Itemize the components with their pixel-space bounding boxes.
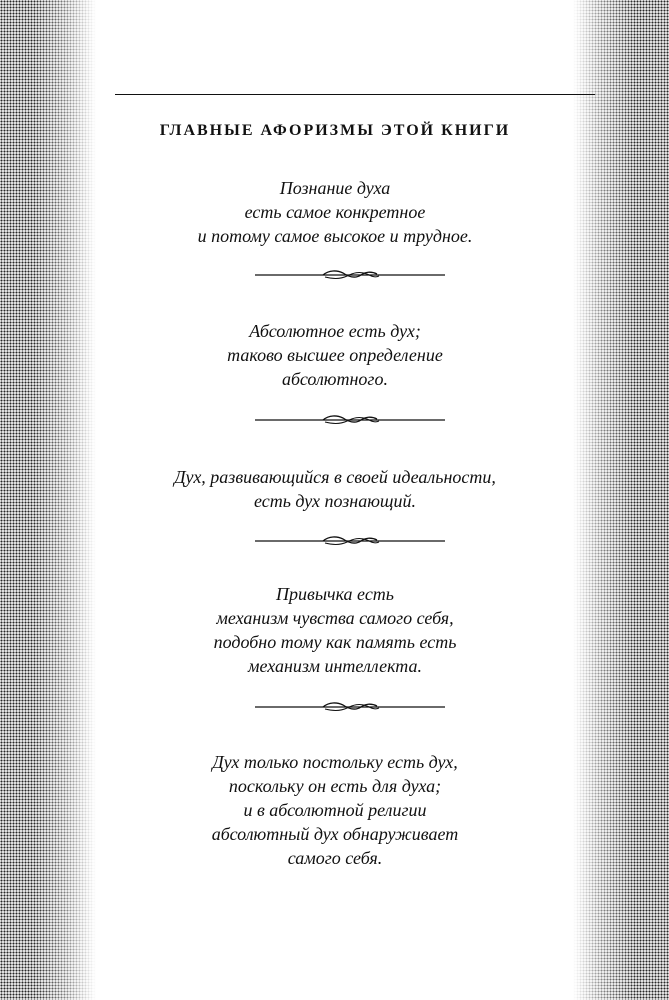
aphorism-4 <box>115 582 555 678</box>
aphorism-line: механизм чувства самого себя, <box>216 608 454 628</box>
aphorism-1 <box>115 176 555 248</box>
top-rule <box>115 94 595 95</box>
aphorism-2 <box>115 319 555 391</box>
aphorism-line: и в абсолютной религии <box>243 800 427 820</box>
aphorism-line: абсолютный дух обнаруживает <box>211 824 459 844</box>
halftone-border-right <box>573 0 669 1000</box>
aphorism-line: таково высшее определение <box>227 345 443 365</box>
aphorism-line: есть самое конкретное <box>244 202 426 222</box>
aphorism-line: механизм интеллекта. <box>248 656 422 676</box>
aphorism-line: Дух только постольку есть дух, <box>212 752 458 772</box>
scroll-flourish-divider-icon <box>255 268 445 282</box>
aphorism-line: подобно тому как память есть <box>213 632 457 652</box>
aphorism-line: поскольку он есть для духа; <box>228 776 442 796</box>
aphorism-line: самого себя. <box>287 848 383 868</box>
aphorism-5 <box>115 750 555 870</box>
aphorism-line: Дух, развивающийся в своей идеальности, <box>174 467 496 487</box>
scroll-flourish-divider-icon <box>255 534 445 548</box>
aphorism-line: и потому самое высокое и трудное. <box>197 226 473 246</box>
aphorism-line: абсолютного. <box>282 369 388 389</box>
scroll-flourish-divider-icon <box>255 700 445 714</box>
aphorism-line: Абсолютное есть дух; <box>249 321 421 341</box>
aphorism-line: есть дух познающий. <box>253 491 417 511</box>
halftone-border-left <box>0 0 96 1000</box>
aphorism-line: Привычка есть <box>276 584 394 604</box>
page-heading: ГЛАВНЫЕ АФОРИЗМЫ ЭТОЙ КНИГИ <box>159 122 511 139</box>
aphorism-line: Познание духа <box>279 178 391 198</box>
aphorism-3 <box>115 465 555 513</box>
scroll-flourish-divider-icon <box>255 413 445 427</box>
